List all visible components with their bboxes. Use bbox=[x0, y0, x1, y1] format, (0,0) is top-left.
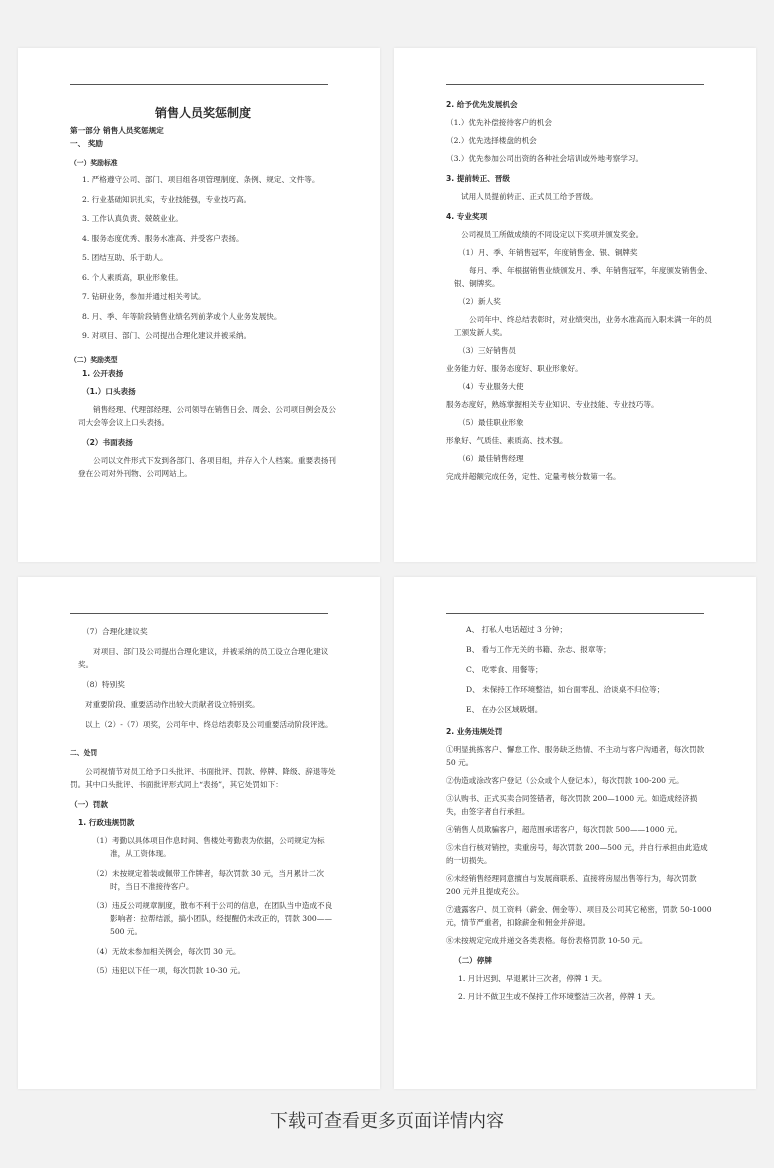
list-item: （4）无故未参加相关例会，每次罚 30 元。 bbox=[92, 946, 241, 956]
promotion-text: 试用人员提前转正、正式员工给予晋级。 bbox=[461, 192, 598, 201]
header-rule bbox=[446, 84, 704, 85]
list-item: B、 看与工作无关的书籍、杂志、报章等； bbox=[466, 645, 611, 654]
award-best-manager: （6）最佳销售经理 bbox=[458, 454, 524, 463]
list-item: D、 未保持工作环境整洁，如台面零乱、洽谈桌不归位等； bbox=[466, 685, 665, 694]
award-suggestion-text: 对项目、部门及公司提出合理化建议，并被采纳的员工设立合理化建议奖。 bbox=[78, 647, 329, 669]
list-item: ⑥未经销售经理同意擅自与发展商联系、直接将房屋出售等行为，每次罚款 200 元并且提成充公。 bbox=[446, 874, 697, 896]
reward-standards-heading: （一）奖励标准 bbox=[70, 159, 118, 167]
award-service-ambassador-text: 服务态度好，熟练掌握相关专业知识、专业技能、专业技巧等。 bbox=[446, 400, 659, 409]
business-violation-heading: 2. 业务违规处罚 bbox=[446, 727, 503, 736]
page-3-content bbox=[70, 625, 336, 984]
award-service-ambassador: （4）专业服务大使 bbox=[458, 382, 524, 391]
violation-letter-list bbox=[446, 623, 712, 716]
list-item: 8. 月、季、年等阶段销售业绩名列前茅或个人业务发展快。 bbox=[82, 311, 282, 321]
list-item: （1.）优先补偿接待客户的机会 bbox=[446, 118, 552, 127]
award-best-image-text: 形象好、气质佳、素质高、技术强。 bbox=[446, 436, 568, 445]
award-three-good: （3）三好销售员 bbox=[458, 346, 516, 355]
reward-types-heading: （二）奖励类型 bbox=[70, 356, 118, 364]
penalty-intro: 公司视情节对员工给予口头批评、书面批评、罚款、停牌、降级、辞退等处罚。其中口头批评、书面批评形式同上“表扬”，其它处罚如下： bbox=[70, 767, 336, 789]
list-item: ⑧未按规定完成并递交各类表格。每份表格罚款 10-50 元。 bbox=[446, 936, 648, 945]
list-item: ①明显挑拣客户、懈怠工作、服务缺乏热情、不主动与客户沟通者，每次罚款 50 元。 bbox=[446, 745, 705, 767]
suspension-heading: （二）停牌 bbox=[454, 956, 492, 965]
list-item: ⑦遗露客户、员工资料（薪金、佣金等）、项目及公司其它秘密，罚款 50-1000 元，情节严重者，扣除薪金和佣金并辞退。 bbox=[446, 905, 712, 927]
awards-heading: 4. 专业奖项 bbox=[446, 212, 488, 221]
admin-fine-heading: 1. 行政违规罚款 bbox=[78, 818, 135, 827]
list-item: A、 打私人电话超过 3 分钟； bbox=[466, 625, 568, 634]
list-item: 4. 服务态度优秀、服务水准高、并受客户表扬。 bbox=[82, 233, 244, 243]
document-title: 销售人员奖惩制度 bbox=[154, 106, 251, 120]
admin-fine-list bbox=[70, 834, 336, 977]
priority-heading: 2. 给予优先发展机会 bbox=[446, 100, 518, 109]
award-special: （8）特别奖 bbox=[82, 680, 125, 689]
award-three-good-text: 业务能力好、服务态度好、职业形象好。 bbox=[446, 364, 583, 373]
list-item: 2. 月计不做卫生或不保持工作环境整洁三次者，停牌 1 天。 bbox=[458, 992, 660, 1001]
list-item: （3）违反公司规章制度，散布不利于公司的信息，在团队当中造成不良影响者：拉帮结派，搞小团队，经提醒仍未改正的，罚款 300——500 元。 bbox=[92, 901, 333, 936]
written-praise-heading: （2）书面表扬 bbox=[82, 438, 133, 447]
list-item: ④销售人员欺骗客户，超范围承诺客户，每次罚款 500——1000 元。 bbox=[446, 825, 683, 834]
list-item: （5）违犯以下任一项，每次罚款 10-30 元。 bbox=[92, 966, 246, 975]
document-page-1 bbox=[18, 48, 380, 562]
document-page-3 bbox=[18, 577, 380, 1089]
list-item: （2）未按规定着装或佩带工作牌者，每次罚款 30 元，当月累计二次时，当日不准接待客户。 bbox=[92, 868, 324, 891]
public-praise-heading: 1. 公开表扬 bbox=[82, 369, 124, 378]
oral-praise-heading: （1.）口头表扬 bbox=[82, 387, 136, 396]
list-item: 5. 团结互助、乐于助人。 bbox=[82, 253, 168, 262]
header-rule bbox=[70, 84, 328, 85]
section-penalty-heading: 二、处罚 bbox=[70, 749, 98, 757]
awards-text: 公司视员工所做成绩的不同设定以下奖项并颁发奖金。 bbox=[461, 230, 644, 239]
reward-standards-list bbox=[70, 173, 336, 342]
list-item: 7. 钻研业务，参加并通过相关考试。 bbox=[82, 292, 206, 301]
awards-summary: 以上（2）-（7）项奖，公司年中、终总结表彰及公司重要活动阶段评选。 bbox=[85, 720, 333, 729]
award-special-text: 对重要阶段、重要活动作出较大贡献者设立特别奖。 bbox=[85, 700, 260, 709]
download-more-caption: 下载可查看更多页面详情内容 bbox=[270, 1111, 504, 1132]
award-best-manager-text: 完成并超额完成任务，定性、定量考核分数第一名。 bbox=[446, 472, 621, 481]
section-reward-heading: 一、 奖励 bbox=[70, 139, 104, 148]
page-2-content bbox=[446, 98, 712, 483]
document-page-2 bbox=[394, 48, 756, 562]
page-4-content bbox=[446, 623, 712, 1003]
oral-praise-text: 销售经理、代理部经理、公司领导在销售日会、周会、公司项目例会及公司大会等会议上口头表扬。 bbox=[78, 405, 336, 427]
fine-heading: （一）罚款 bbox=[70, 800, 108, 809]
business-violation-list bbox=[446, 743, 712, 947]
list-item: ③认购书、正式买卖合同签错者，每次罚款 200—1000 元。如造成经济损失，由签字者自行承担。 bbox=[446, 794, 698, 816]
document-page-4 bbox=[394, 577, 756, 1089]
award-sales-champion-text: 每月、季、年根据销售业绩颁发月、季、年销售冠军，年度颁发销售金、银、铜牌奖。 bbox=[454, 266, 712, 288]
header-rule bbox=[446, 613, 704, 614]
list-item: 2. 行业基础知识扎实，专业技能强，专业技巧高。 bbox=[82, 194, 252, 204]
written-praise-text: 公司以文件形式下发到各部门、各项目组，并存入个人档案。重要表扬刊登在公司对外刊物、公司网站上。 bbox=[78, 456, 336, 478]
header-rule bbox=[70, 613, 328, 614]
list-item: 9. 对项目、部门、公司提出合理化建议并被采纳。 bbox=[82, 331, 252, 340]
award-sales-champion: （1）月、季、年销售冠军，年度销售金、银、铜牌奖 bbox=[458, 248, 638, 257]
list-item: （3.）优先参加公司出资的各种社会培训或外地考察学习。 bbox=[446, 154, 644, 163]
list-item: ②伪造或涂改客户登记（公众或个人登记本），每次罚款 100-200 元。 bbox=[446, 776, 684, 785]
award-best-image: （5）最佳职业形象 bbox=[458, 418, 524, 427]
part-heading: 第一部分 销售人员奖惩规定 bbox=[70, 126, 164, 135]
page-1-content bbox=[70, 92, 336, 480]
list-item: （1）考勤以具体项目作息时间、售楼处考勤表为依据，公司规定为标准，从工资体现。 bbox=[92, 836, 325, 858]
list-item: E、 在办公区域吸烟。 bbox=[466, 705, 543, 714]
list-item: 6. 个人素质高，职业形象佳。 bbox=[82, 272, 183, 282]
list-item: ⑤未自行核对销控，卖重房号，每次罚款 200—500 元，并自行承担由此造成的一切损失。 bbox=[446, 843, 708, 865]
award-newcomer-text: 公司年中、终总结表彰时，对业绩突出，业务水准高而入职未满一年的员工颁发新人奖。 bbox=[454, 315, 712, 337]
promotion-heading: 3. 提前转正、晋级 bbox=[446, 174, 510, 183]
list-item: 1. 月计迟到、早退累计三次者，停牌 1 天。 bbox=[458, 974, 607, 983]
award-newcomer: （2）新人奖 bbox=[458, 297, 501, 306]
list-item: （2.）优先选择楼盘的机会 bbox=[446, 136, 537, 145]
list-item: 1. 严格遵守公司、部门、项目组各项管理制度、条例、规定、文件等。 bbox=[82, 175, 320, 184]
list-item: 3. 工作认真负责、兢兢业业。 bbox=[82, 214, 183, 223]
award-suggestion: （7）合理化建议奖 bbox=[82, 627, 148, 636]
list-item: C、 吃零食、用餐等； bbox=[466, 665, 543, 674]
